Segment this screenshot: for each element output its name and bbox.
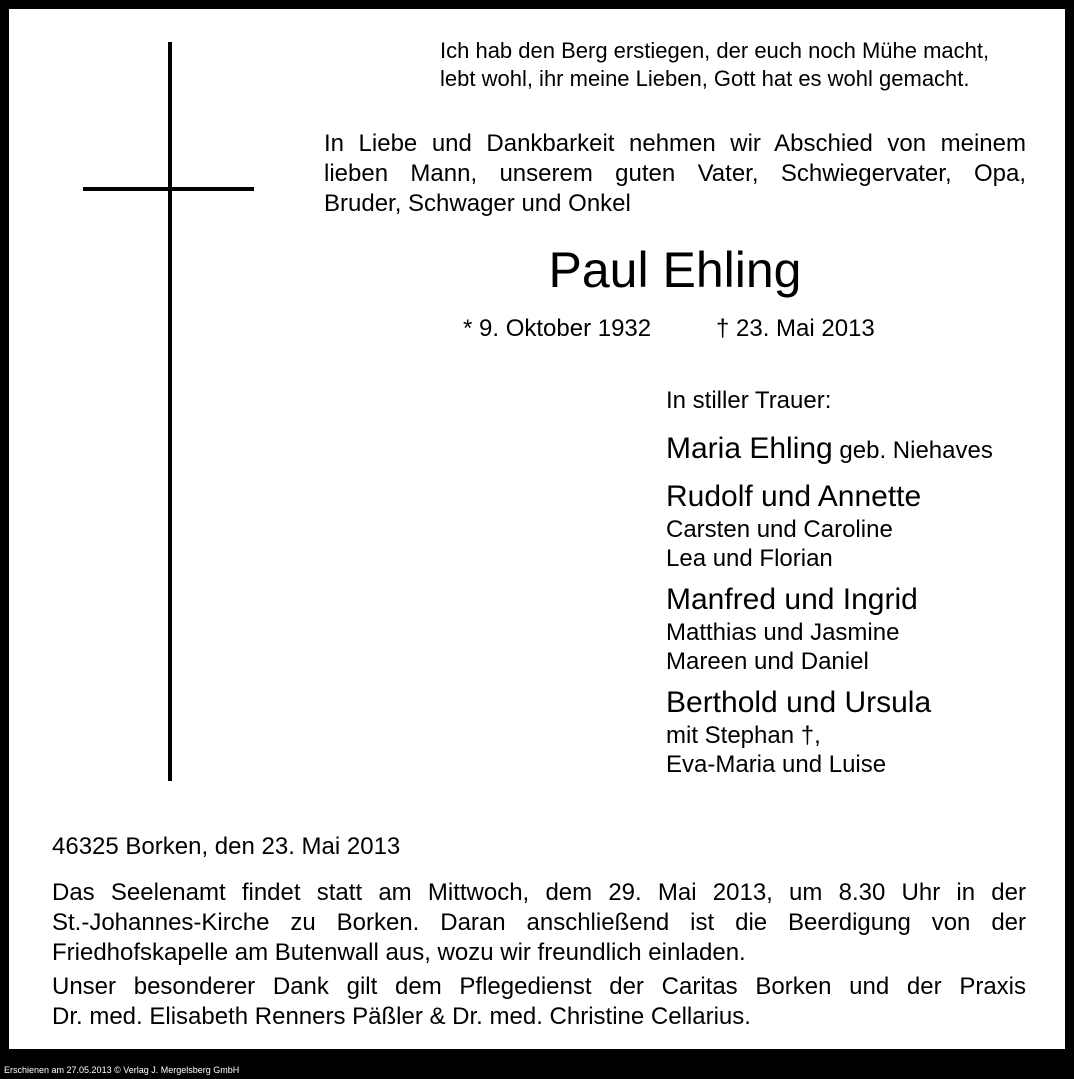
family-group [666, 430, 1046, 470]
notice-line: St.-Johannes-Kirche zu Borken. Daran anschließend ist die Beerdigung von der [52, 909, 1026, 936]
intro-line: In Liebe und Dankbarkeit nehmen wir Abschied von meinem [324, 130, 1026, 157]
family-head: Manfred und Ingrid [666, 583, 918, 616]
mourners-list [666, 386, 1046, 787]
mourners-heading: In stiller Trauer: [666, 387, 832, 414]
funeral-notice [52, 878, 1026, 968]
family-head: Berthold und Ursula [666, 686, 932, 719]
poem-line: Ich hab den Berg erstiegen, der euch noch Mühe macht, [440, 38, 990, 63]
poem-line: lebt wohl, ihr meine Lieben, Gott hat es wohl gemacht. [440, 66, 970, 91]
family-group [666, 684, 1046, 779]
place-and-date: 46325 Borken, den 23. Mai 2013 [52, 833, 401, 860]
notice-line: Unser besonderer Dank gilt dem Pflegedienst der Caritas Borken und der Praxis [52, 973, 1026, 1000]
deceased-name: Paul Ehling [548, 242, 802, 298]
thanks-notice [52, 972, 1026, 1032]
family-head-name: Maria Ehling [666, 432, 833, 465]
notice-line: Dr. med. Elisabeth Renners Päßler & Dr. med. Christine Cellarius. [52, 1003, 751, 1030]
family-group [666, 581, 1046, 676]
family-member: Mareen und Daniel [666, 647, 869, 675]
family-member: Eva-Maria und Luise [666, 750, 887, 778]
family-member: mit Stephan †, [666, 722, 821, 749]
family-member: Lea und Florian [666, 544, 833, 572]
family-member: Carsten und Caroline [666, 516, 893, 543]
family-group [666, 478, 1046, 573]
family-member: Matthias und Jasmine [666, 619, 900, 646]
intro-line: Bruder, Schwager und Onkel [324, 190, 631, 217]
birth-date: * 9. Oktober 1932 [463, 315, 652, 342]
notice-line: Friedhofskapelle am Butenwall aus, wozu wir freundlich einladen. [52, 939, 746, 966]
notice-line: Das Seelenamt findet statt am Mittwoch, dem 29. Mai 2013, um 8.30 Uhr in der [52, 879, 1026, 906]
death-date: † 23. Mai 2013 [716, 315, 875, 342]
family-head-suffix: geb. Niehaves [832, 437, 993, 464]
family-head [666, 430, 1046, 470]
family-head: Rudolf und Annette [666, 480, 922, 513]
cross-horizontal-bar [83, 187, 254, 191]
poem-verse [440, 37, 989, 93]
intro-line: lieben Mann, unserem guten Vater, Schwiegervater, Opa, [324, 160, 1026, 187]
farewell-intro [324, 129, 1026, 219]
cross-vertical-bar [168, 42, 172, 781]
publication-footer: Erschienen am 27.05.2013 © Verlag J. Mergelsberg GmbH [4, 1065, 240, 1075]
